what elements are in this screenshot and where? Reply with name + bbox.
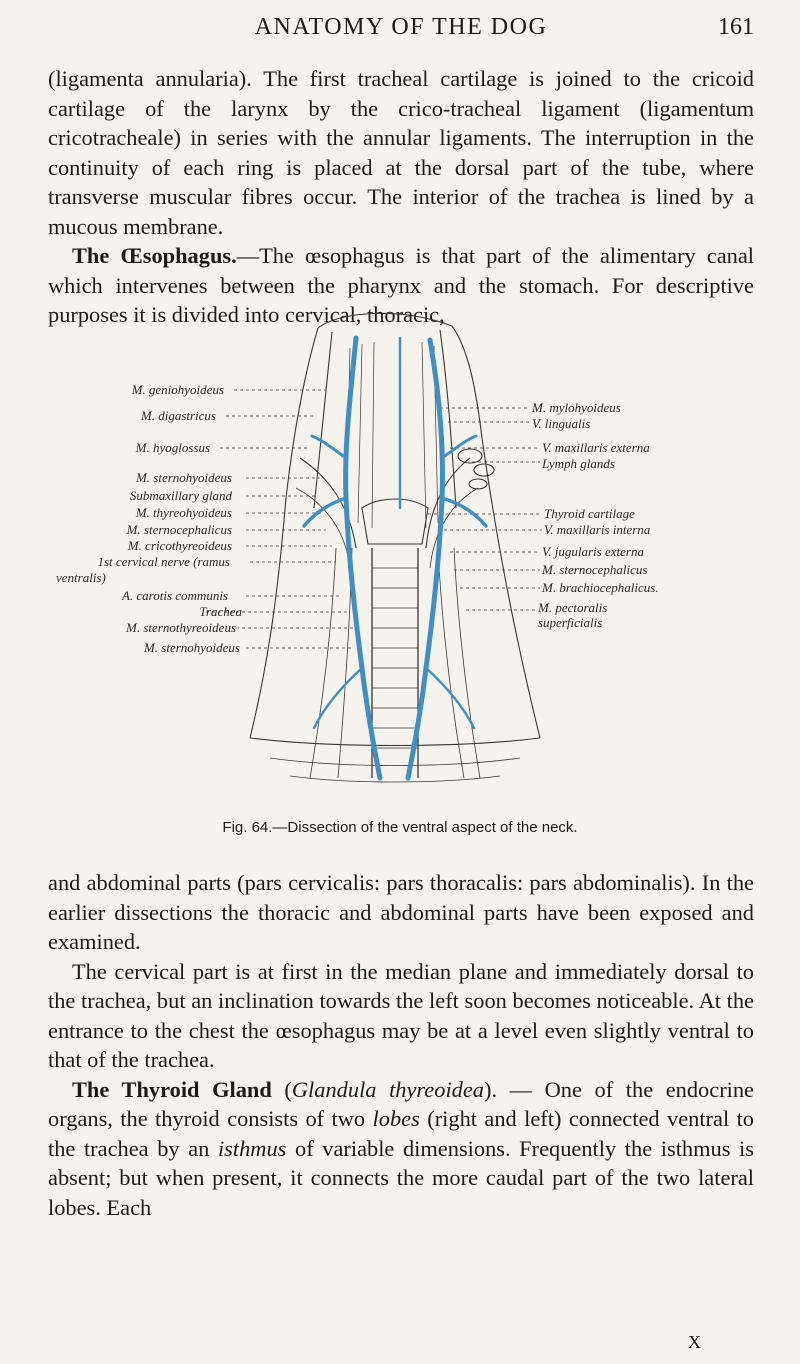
thyroid-lobes: lobes <box>372 1106 420 1131</box>
label-pectoralis: M. pectoralis <box>538 600 608 615</box>
paragraph-thyroid: The Thyroid Gland (Glandula thyreoidea). — One of the endocrine organs, the thyroid consists of two lobes (right and left) connected ventral to the trachea by an isthmus of variable dimensions. Frequently the isthmus is absent; but when present, it connects the more caudal part of the two lateral lobes. Each <box>48 1076 754 1220</box>
label-brachiocephalicus: M. brachiocephalicus. <box>542 580 659 595</box>
label-hyoglossus: M. hyoglossus <box>135 440 210 455</box>
thyroid-latin-name: Glandula thyreoidea <box>291 1076 484 1102</box>
figure-caption: Fig. 64.—Dissection of the ventral aspect of the neck. <box>222 819 578 836</box>
label-lymph-glands: Lymph glands <box>542 456 615 471</box>
label-sternocephalicus-right: M. sternocephalicus <box>542 562 648 577</box>
label-sternothyreoideus: M. sternothyreoideus <box>126 620 236 635</box>
top-text-block <box>48 64 754 330</box>
running-title: ANATOMY OF THE DOG <box>254 14 548 40</box>
label-v-maxillaris-externa: V. maxillaris externa <box>542 440 650 455</box>
label-carotis-communis: A. carotis communis <box>121 588 228 603</box>
label-sternohyoideus-lower: M. sternohyoideus <box>143 640 240 655</box>
thyroid-text-a: — One of the endocrine organs, the thyroid consists of two <box>48 1076 754 1131</box>
label-submaxillary-gland: Submaxillary gland <box>129 488 232 503</box>
signature-mark: X <box>688 1332 701 1352</box>
page-number: 161 <box>718 14 754 40</box>
label-digastricus: M. digastricus <box>140 408 216 423</box>
label-sternohyoideus: M. sternohyoideus <box>135 470 232 485</box>
thyroid-isthmus: isthmus <box>217 1135 287 1161</box>
running-head <box>48 14 754 48</box>
thyroid-text-c: of variable dimensions. Frequently the isthmus is absent; but when present, it connects the more caudal part of the two lateral lobes. Each <box>48 1135 754 1220</box>
dissection-figure <box>56 308 700 798</box>
label-cervical-nerve: 1st cervical nerve (ramus <box>97 554 230 569</box>
paragraph-tracheal-ligaments: (ligamenta annularia). The first tracheal cartilage is joined to the cricoid cartilage of the larynx by the crico-tracheal ligament (ligamentum cricotracheale) in series with the annular ligaments. The interruption in the continuity of each ring is placed at the dorsal part of the tube, where transverse muscular fibres occur. The interior of the trachea is lined by a mucous membrane. <box>48 66 754 239</box>
label-thyreohyoideus: M. thyreohyoideus <box>135 505 232 520</box>
paragraph-oesophagus-parts: and abdominal parts (pars cervicalis: pars thoracalis: pars abdominalis). In the earlier dissections the thoracic and abdominal parts have been exposed and examined. <box>48 870 754 954</box>
label-sternocephalicus-left: M. sternocephalicus <box>126 522 232 537</box>
label-ventralis: ventralis) <box>56 570 106 585</box>
oesophagus-heading: The Œsophagus. <box>72 243 237 268</box>
thyroid-heading: The Thyroid Gland <box>72 1076 272 1102</box>
label-superficialis: superficialis <box>538 615 603 630</box>
label-cricothyreoideus: M. cricothyreoideus <box>127 538 232 553</box>
label-thyroid-cartilage: Thyroid cartilage <box>544 506 635 521</box>
label-mylohyoideus: M. mylohyoideus <box>532 400 621 415</box>
thyroid-text-b: (right and left) connected ventral to the trachea by an <box>48 1106 754 1161</box>
label-v-lingualis: V. lingualis <box>532 416 591 431</box>
oesophagus-text: —The œsophagus is that part of the alimentary canal which intervenes between the pharynx and the stomach. For descriptive purposes it is divided into cervical, thoracic, <box>48 243 754 327</box>
paragraph-cervical-part: The cervical part is at first in the median plane and immediately dorsal to the trachea, but an inclination towards the left soon becomes noticeable. At the entrance to the chest the œsophagus may be at a level even slightly ventral to that of the trachea. <box>48 958 754 1072</box>
bottom-text-block <box>48 868 754 1222</box>
label-v-maxillaris-interna: V. maxillaris interna <box>544 522 651 537</box>
label-geniohyoideus: M. geniohyoideus <box>131 382 224 397</box>
label-trachea: Trachea <box>199 604 242 619</box>
label-v-jugularis-externa: V. jugularis externa <box>542 544 644 559</box>
